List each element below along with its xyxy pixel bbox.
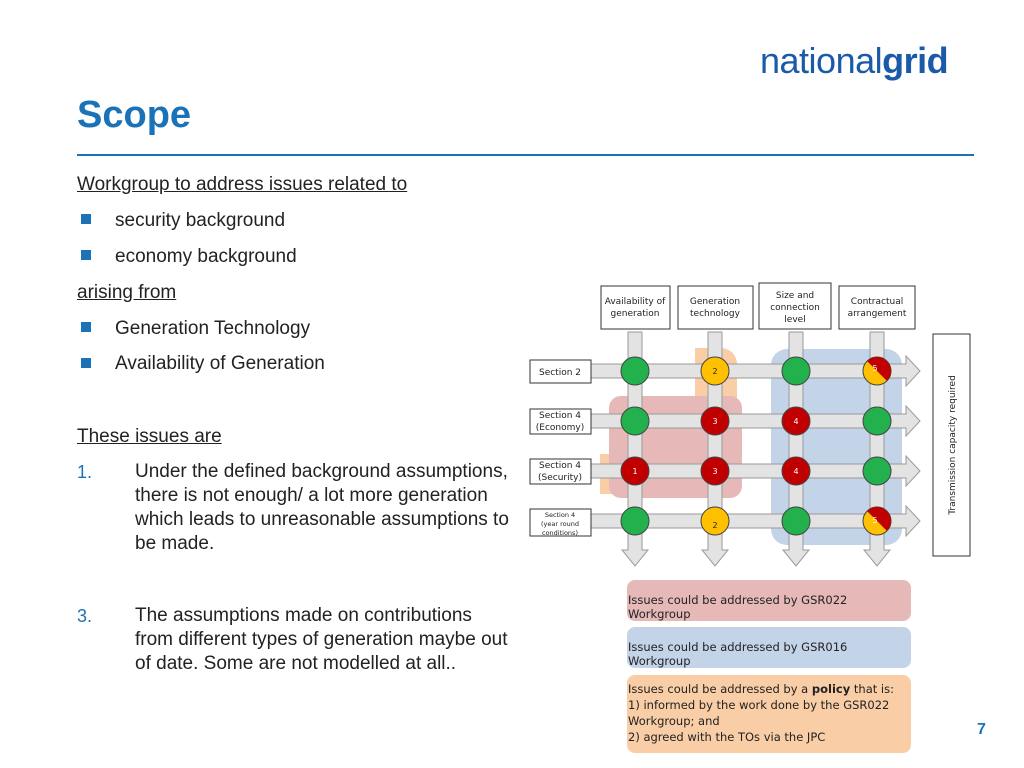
row-label-economy: Section 4 (Economy): [535, 411, 585, 433]
node-number: 4: [793, 417, 799, 426]
bullet-economy: economy background: [115, 246, 297, 267]
column-header-availability: Availability of generation: [604, 297, 666, 319]
arising-label: arising from: [77, 282, 177, 303]
issue-text: The assumptions made on contributions from different types of generation maybe out of date. Some are not modelled at all..: [135, 605, 508, 674]
column-header-box: [839, 286, 915, 329]
node-number: 3: [712, 467, 718, 476]
node-green: [782, 357, 810, 385]
bullet-availability: Availability of Generation: [115, 353, 325, 374]
issue-number: 1.: [77, 462, 93, 482]
column-header-technology: Generation technology: [689, 297, 741, 319]
issues-label: These issues are: [77, 426, 222, 447]
node-number: 5: [872, 364, 878, 373]
column-header-contractual: Contractual arrangement: [847, 297, 907, 319]
node-number: 2: [712, 367, 718, 376]
legend-gsr022: Issues could be addressed by GSR022 Workgroup: [627, 580, 911, 621]
column-header-box: [601, 286, 670, 329]
row-label-security: Section 4 (Security): [538, 461, 582, 483]
node-number: 1: [632, 467, 638, 476]
national-grid-logo: nationalgrid: [760, 40, 949, 81]
transmission-label: Transmission capacity required: [948, 375, 958, 515]
node-green: [863, 457, 891, 485]
page-number: 7: [977, 721, 986, 738]
issue-text: Under the defined background assumptions, there is not enough/ a lot more generation which leads to unreasonable assumptions to be made.: [135, 461, 509, 554]
bullet-security: security background: [115, 210, 286, 231]
row-label-section2: Section 2: [538, 368, 582, 378]
node-green: [863, 407, 891, 435]
node-number: 5: [872, 516, 878, 525]
node-green: [621, 407, 649, 435]
node-number: 2: [712, 521, 718, 530]
intro-text: Workgroup to address issues related to: [77, 174, 408, 195]
row-label-year-round: Section 4 (year round conditions): [541, 511, 579, 537]
legend-gsr016: Issues could be addressed by GSR016 Workgroup: [627, 627, 911, 668]
node-green: [621, 357, 649, 385]
bullet-generation-technology: Generation Technology: [115, 318, 311, 339]
node-number: 4: [793, 467, 799, 476]
node-green: [782, 507, 810, 535]
page-title: Scope: [77, 94, 192, 136]
column-header-box: [678, 286, 753, 329]
node-green: [621, 507, 649, 535]
issue-number: 3.: [77, 606, 93, 626]
node-number: 3: [712, 417, 718, 426]
legend-policy: Issues could be addressed by a policy that is: 1) informed by the work done by the GSR022 Workgroup; and 2) agreed with the TOs via the JPC: [627, 675, 911, 753]
column-header-size: Size and connection level: [770, 291, 820, 325]
